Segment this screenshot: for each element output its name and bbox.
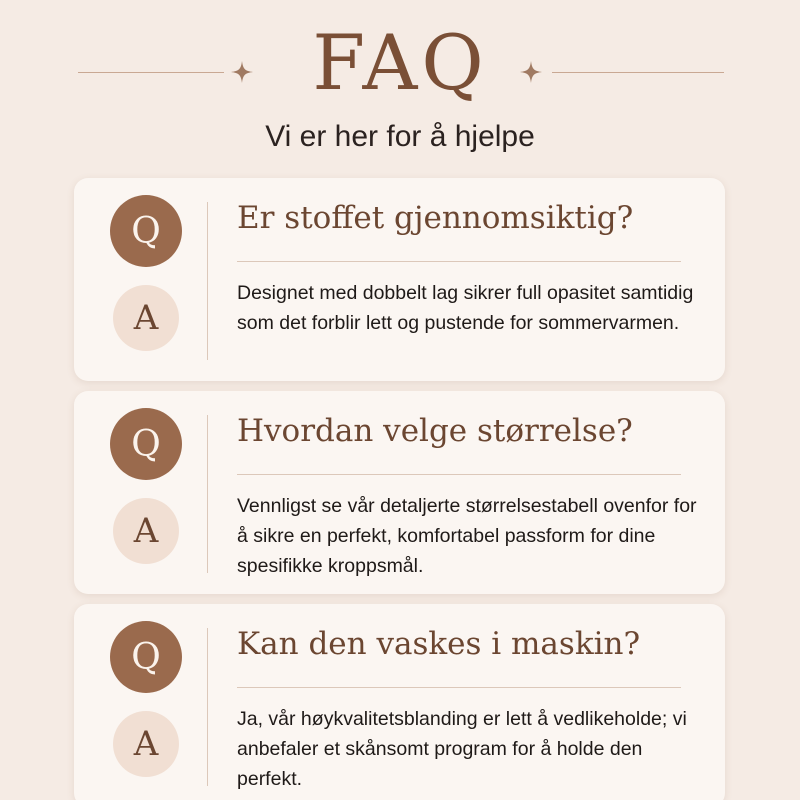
card-divider-horizontal	[237, 261, 681, 262]
card-divider-vertical	[207, 628, 208, 786]
faq-answer: Designet med dobbelt lag sikrer full opasitet samtidig som det forblir lett og pustende for sommervarmen.	[237, 282, 694, 334]
divider-line-right	[552, 72, 724, 73]
sparkle-icon	[520, 61, 542, 83]
faq-card	[74, 178, 725, 381]
card-divider-horizontal	[237, 687, 681, 688]
faq-list	[74, 178, 725, 800]
faq-question: Er stoffet gjennomsiktig?	[237, 200, 634, 236]
faq-card	[74, 391, 725, 594]
page-subtitle: Vi er her for å hjelpe	[265, 120, 535, 153]
question-badge: Q	[110, 408, 182, 480]
faq-answer: Vennligst se vår detaljerte størrelsestabell ovenfor for å sikre en perfekt, komfortabel passform for dine spesifikke kroppsmål.	[237, 495, 697, 577]
answer-badge: A	[113, 498, 179, 564]
card-divider-vertical	[207, 202, 208, 360]
question-badge: Q	[110, 621, 182, 693]
faq-question: Hvordan velge størrelse?	[237, 413, 633, 449]
answer-badge: A	[113, 711, 179, 777]
faq-question: Kan den vaskes i maskin?	[237, 626, 641, 662]
faq-answer: Ja, vår høykvalitetsblanding er lett å vedlikeholde; vi anbefaler et skånsomt program for å holde den perfekt.	[237, 708, 687, 790]
faq-header	[0, 0, 800, 170]
answer-badge: A	[113, 285, 179, 351]
page-title: FAQ	[312, 18, 488, 107]
card-divider-horizontal	[237, 474, 681, 475]
card-divider-vertical	[207, 415, 208, 573]
question-badge: Q	[110, 195, 182, 267]
faq-card	[74, 604, 725, 800]
